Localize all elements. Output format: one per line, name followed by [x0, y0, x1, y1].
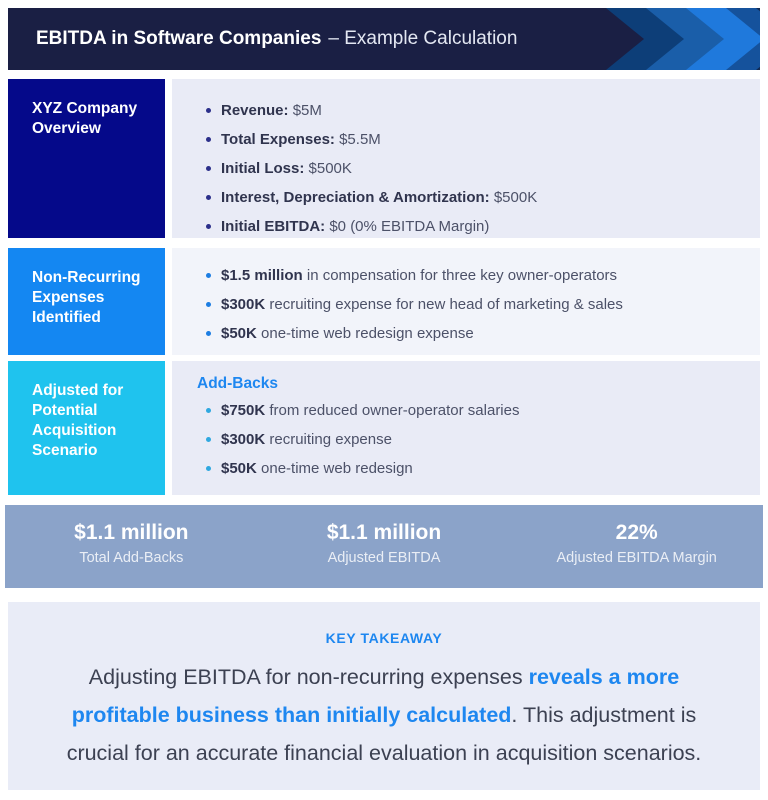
- bullet-list: [172, 396, 760, 483]
- bullet-term: $300K: [221, 431, 266, 448]
- bullet-list: [172, 261, 760, 348]
- bullet-list: [172, 96, 760, 241]
- stat-adjusted-ebitda: [258, 505, 511, 588]
- list-item: [205, 96, 750, 125]
- key-takeaway-heading: KEY TAKEAWAY: [325, 630, 443, 646]
- list-item: [205, 183, 750, 212]
- section-non-recurring-expenses: [8, 248, 760, 355]
- key-takeaway-panel: [8, 602, 760, 790]
- stat-value: $1.1 million: [74, 521, 189, 544]
- section-company-overview: [8, 79, 760, 238]
- bullet-term: Total Expenses:: [221, 131, 335, 148]
- section-label-non-recurring-expenses: Non-Recurring Expenses Identified: [8, 248, 165, 355]
- bullet-term: $300K: [221, 296, 266, 313]
- stat-value: 22%: [615, 521, 658, 544]
- stat-label: Adjusted EBITDA: [327, 550, 441, 566]
- bullet-term: $1.5 million: [221, 267, 303, 284]
- section-adjusted-scenario: [8, 361, 760, 495]
- list-item: [205, 125, 750, 154]
- bullet-term: Initial Loss:: [221, 160, 305, 177]
- bullet-value: recruiting expense for new head of marketing & sales: [265, 296, 623, 313]
- stat-total-add-backs: [5, 505, 258, 588]
- stat-value: $1.1 million: [326, 521, 442, 544]
- bullet-term: Initial EBITDA:: [221, 218, 326, 235]
- summary-bar: [5, 505, 763, 588]
- bullet-term: $750K: [221, 402, 266, 419]
- takeaway-text-before: Adjusting EBITDA for non-recurring expenses: [88, 665, 529, 689]
- list-item: [205, 396, 750, 425]
- bullet-term: Revenue:: [221, 102, 289, 119]
- stat-label: Adjusted EBITDA Margin: [556, 550, 717, 566]
- bullet-value: $0 (0% EBITDA Margin): [325, 218, 490, 235]
- key-takeaway-text: [54, 658, 714, 772]
- bullet-value: one-time web redesign expense: [256, 325, 474, 342]
- bullet-value: from reduced owner-operator salaries: [265, 402, 520, 419]
- bullet-value: $500K: [489, 189, 538, 206]
- list-item: [205, 425, 750, 454]
- bullet-value: recruiting expense: [265, 431, 392, 448]
- section-content-adjusted-scenario: [172, 361, 760, 495]
- header-banner: [8, 8, 760, 70]
- takeaway-text-highlight: reveals a more profitable business than initially calculated: [71, 665, 680, 727]
- list-item: [205, 290, 750, 319]
- section-label-company-overview: XYZ Company Overview: [8, 79, 165, 238]
- title-subtitle: – Example Calculation: [328, 28, 518, 49]
- bullet-value: one-time web redesign: [256, 460, 413, 477]
- list-item: [205, 261, 750, 290]
- list-item: [205, 212, 750, 241]
- add-backs-heading: Add-Backs: [197, 375, 278, 392]
- title-main: EBITDA in Software Companies: [36, 28, 322, 49]
- bullet-term: $50K: [221, 325, 257, 342]
- bullet-value: $5M: [288, 102, 322, 119]
- section-content-company-overview: [172, 79, 760, 238]
- page-title: [8, 28, 517, 50]
- stat-adjusted-ebitda-margin: [510, 505, 763, 588]
- bullet-value: $500K: [304, 160, 352, 177]
- bullet-term: $50K: [221, 460, 257, 477]
- bullet-value: $5.5M: [334, 131, 381, 148]
- section-content-non-recurring-expenses: [172, 248, 760, 355]
- bullet-value: in compensation for three key owner-operators: [302, 267, 618, 284]
- list-item: [205, 454, 750, 483]
- section-label-adjusted-scenario: Adjusted for Potential Acquisition Scenario: [8, 361, 165, 495]
- stat-label: Total Add-Backs: [79, 550, 184, 566]
- takeaway-text-after: . This adjustment is crucial for an accurate financial evaluation in acquisition scenarios.: [66, 703, 702, 765]
- list-item: [205, 319, 750, 348]
- list-item: [205, 154, 750, 183]
- bullet-term: Interest, Depreciation & Amortization:: [221, 189, 490, 206]
